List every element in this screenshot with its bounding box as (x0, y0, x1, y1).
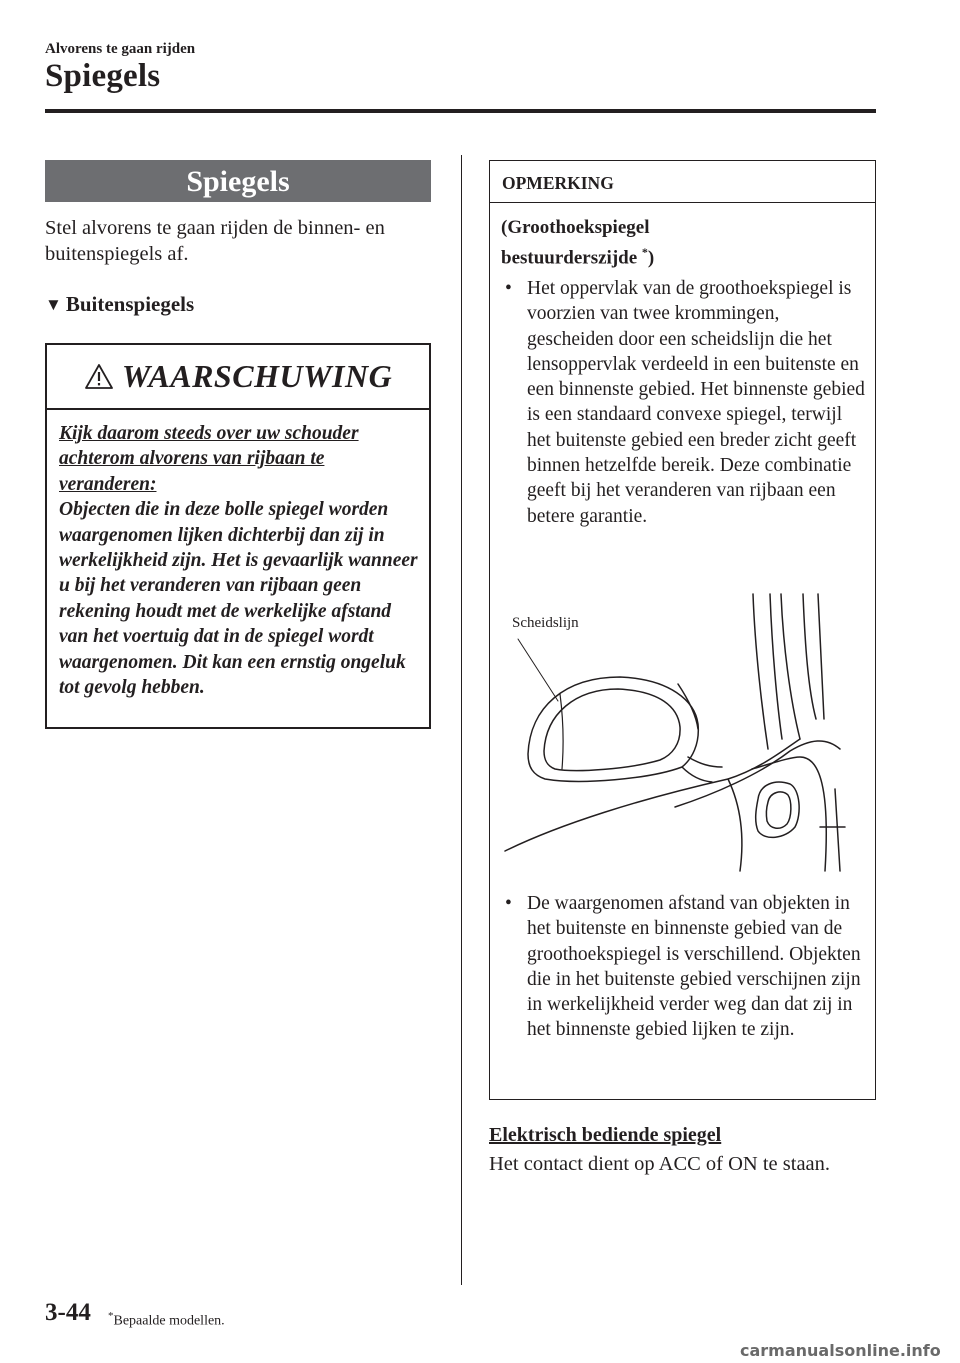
warning-body (59, 421, 425, 700)
page-title: Spiegels (45, 58, 161, 94)
section-title: Spiegels (45, 160, 431, 202)
column-divider (461, 155, 462, 1285)
chapter-label: Alvorens te gaan rijden (45, 41, 196, 57)
warning-lead: Kijk daarom steeds over uw schouder achterom alvorens van rijbaan te veranderen: (59, 423, 359, 495)
electric-mirror-text: Het contact dient op ACC of ON te staan. (489, 1153, 831, 1175)
warning-triangle-icon (84, 363, 114, 390)
electric-mirror-heading: Elektrisch bediende spiegel (489, 1124, 722, 1146)
warning-box (45, 343, 431, 729)
list-item (501, 891, 866, 1043)
intro-text: Stel alvorens te gaan rijden de binnen- en buitenspiegels af. (45, 217, 385, 265)
watermark: carmanualsonline.info (740, 1341, 941, 1360)
list-item (501, 276, 866, 529)
footnote-star: * (108, 1310, 114, 1322)
warning-header (47, 345, 429, 410)
bullet-dot: • (505, 893, 512, 914)
note-header: OPMERKING (490, 161, 875, 203)
figure-label: Scheidslijn (512, 615, 579, 631)
warning-title: WAARSCHUWING (121, 358, 393, 394)
note-subtitle-line2: bestuurderszijde (501, 247, 638, 269)
subheading (45, 292, 194, 317)
subheading-text: Buitenspiegels (65, 292, 195, 316)
bullet-text: Het oppervlak van de groothoekspiegel is voorzien van twee krommingen, gescheiden door een scheidslijn die het lensoppervlak verdeeld in een buitenste en een binnenste gebied. Het binnenste gebied is een standaard convexe spiegel, terwijl het buitenste gebied een breder zicht geeft binnen hetzelfde bereik. Deze combinatie geeft bij het veranderen van rijbaan een betere garantie. (527, 278, 865, 527)
footnote (108, 1310, 225, 1330)
note-subtitle-line1: (Groothoekspiegel (501, 217, 650, 238)
page-number: 3-44 (45, 1299, 91, 1326)
bullet-dot: • (505, 278, 512, 299)
bullet-text: De waargenomen afstand van objekten in het buitenste en binnenste gebied van de groothoekspiegel is verschillend. Objekten die in het buitenste gebied verschijnen zijn in werkelijkheid verder weg dan dat zij in het binnenste gebied lijken te zijn. (527, 893, 861, 1041)
note-box (489, 160, 876, 1100)
warning-text: Objecten die in deze bolle spiegel worden waargenomen lijken dichterbij dan zij in werkelijkheid zijn. Het is gevaarlijk wanneer u bij het veranderen van rijbaan geen rekening houdt met de werkelijke afstand van het voertuig dat in de spiegel wordt waargenomen. Dit kan een ernstig ongeluk tot gevolg hebben. (59, 499, 418, 699)
header-divider (45, 109, 876, 113)
star-marker: * (641, 245, 648, 259)
triangle-down-icon: ▼ (45, 294, 62, 314)
mirror-illustration (500, 589, 860, 874)
note-subtitle (501, 215, 861, 270)
footnote-text: Bepaalde modellen. (113, 1313, 225, 1329)
note-subtitle-close: ) (647, 247, 655, 269)
